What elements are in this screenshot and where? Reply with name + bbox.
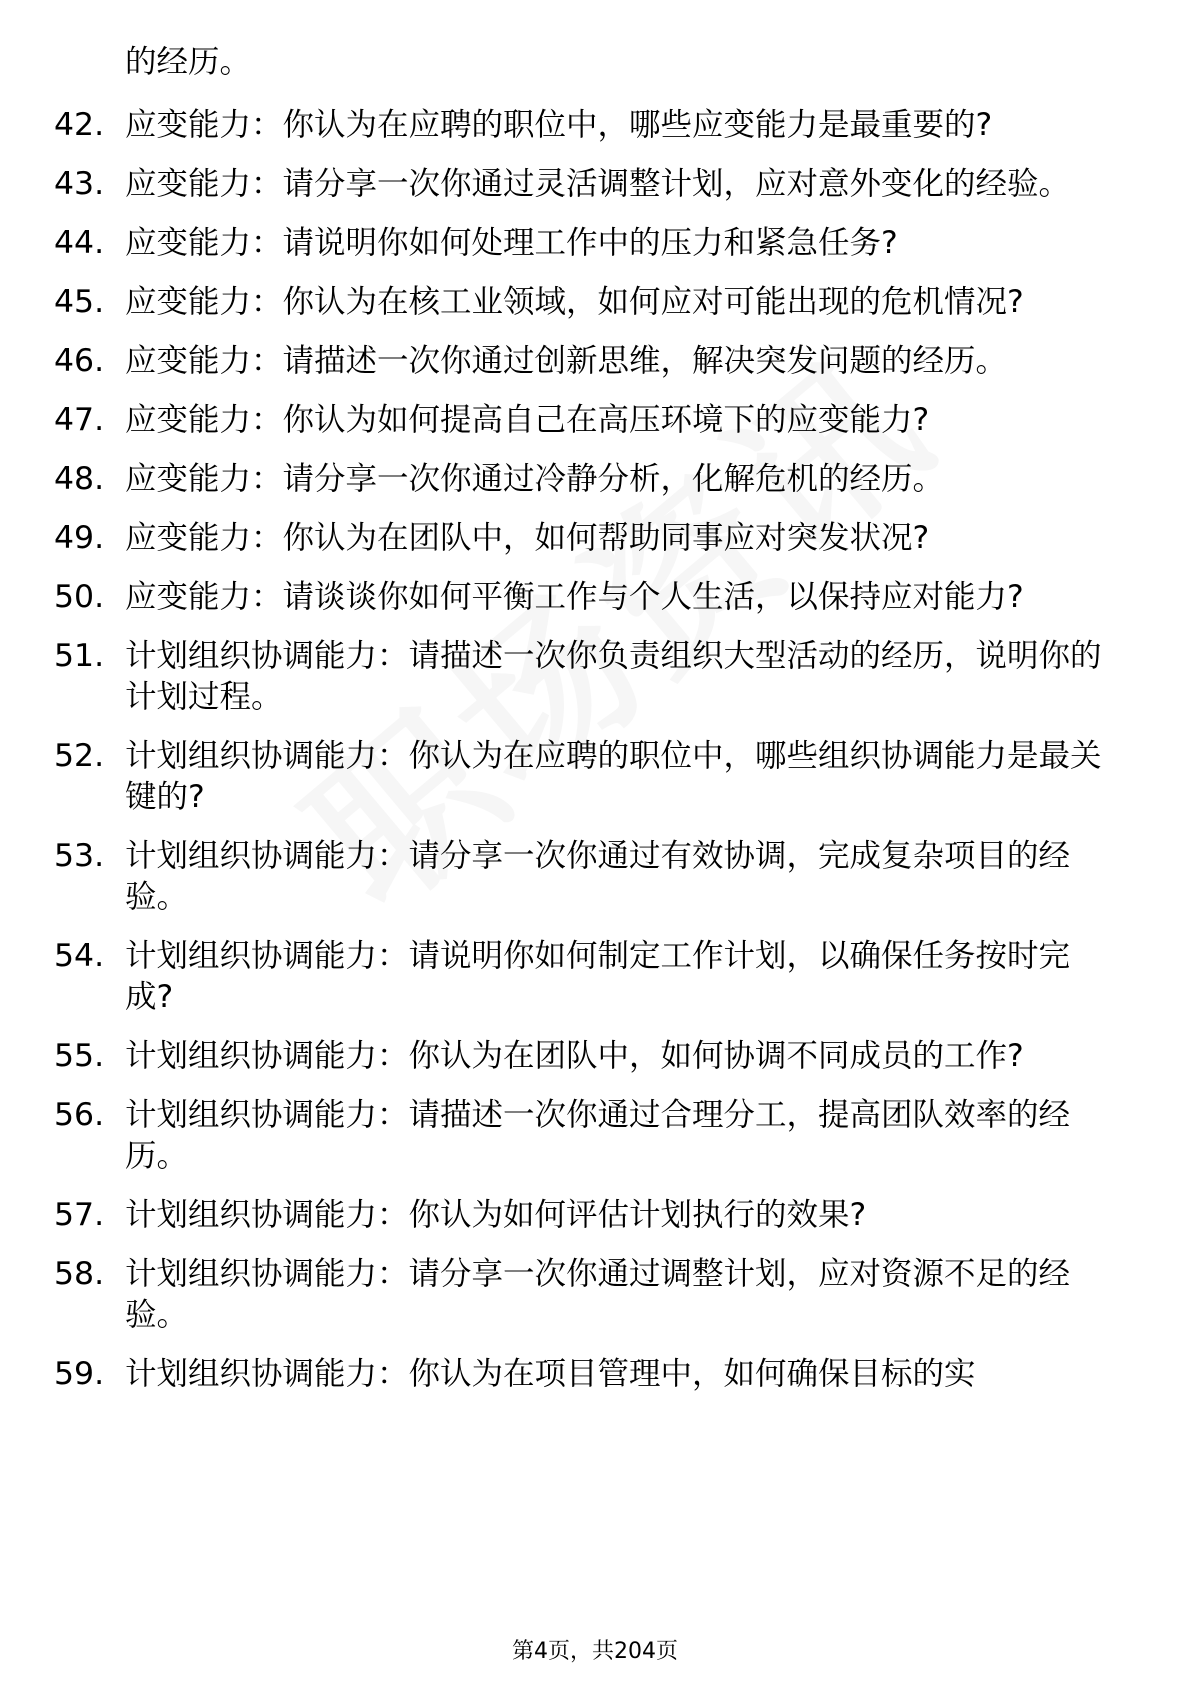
question-number: 54.: [54, 938, 105, 974]
question-text: 应变能力：请谈谈你如何平衡工作与个人生活，以保持应对能力?: [125, 579, 1024, 615]
question-item: [54, 1195, 1114, 1236]
question-number: 49.: [54, 520, 105, 556]
question-number: 42.: [54, 107, 105, 143]
question-text: 计划组织协调能力：你认为在项目管理中，如何确保目标的实: [125, 1356, 976, 1392]
question-item: [54, 105, 1114, 146]
question-item: [54, 282, 1114, 323]
question-item: [54, 577, 1114, 618]
question-text: 计划组织协调能力：你认为在应聘的职位中，哪些组织协调能力是最关键的?: [125, 738, 1102, 815]
question-item: [54, 636, 1114, 718]
question-text: 应变能力：请说明你如何处理工作中的压力和紧急任务?: [125, 225, 898, 261]
question-text: 应变能力：请分享一次你通过灵活调整计划，应对意外变化的经验。: [125, 166, 1071, 202]
continuation-text: 的经历。: [125, 44, 252, 80]
question-number: 48.: [54, 461, 105, 497]
question-number: 45.: [54, 284, 105, 320]
question-item: [54, 1254, 1114, 1336]
question-text: 计划组织协调能力：你认为如何评估计划执行的效果?: [125, 1197, 867, 1233]
question-item: [54, 518, 1114, 559]
question-item: [54, 341, 1114, 382]
question-number: 51.: [54, 638, 105, 674]
question-number: 43.: [54, 166, 105, 202]
question-number: 55.: [54, 1038, 105, 1074]
question-number: 50.: [54, 579, 105, 615]
question-number: 58.: [54, 1256, 105, 1292]
question-item: [54, 1354, 1114, 1395]
question-item: [54, 400, 1114, 441]
question-number: 59.: [54, 1356, 105, 1392]
question-text: 计划组织协调能力：你认为在团队中，如何协调不同成员的工作?: [125, 1038, 1024, 1074]
question-text: 应变能力：请分享一次你通过冷静分析，化解危机的经历。: [125, 461, 945, 497]
question-item: [54, 936, 1114, 1018]
question-text: 应变能力：请描述一次你通过创新思维，解决突发问题的经历。: [125, 343, 1008, 379]
question-number: 57.: [54, 1197, 105, 1233]
question-text: 计划组织协调能力：请描述一次你通过合理分工，提高团队效率的经历。: [125, 1097, 1071, 1174]
question-item: [54, 836, 1114, 918]
question-text: 应变能力：你认为在团队中，如何帮助同事应对突发状况?: [125, 520, 930, 556]
question-number: 46.: [54, 343, 105, 379]
question-number: 53.: [54, 838, 105, 874]
question-item: [54, 459, 1114, 500]
question-list: [54, 105, 1114, 1413]
question-text: 应变能力：你认为在核工业领域，如何应对可能出现的危机情况?: [125, 284, 1024, 320]
question-text: 应变能力：你认为在应聘的职位中，哪些应变能力是最重要的?: [125, 107, 993, 143]
question-item: [54, 223, 1114, 264]
question-text: 应变能力：你认为如何提高自己在高压环境下的应变能力?: [125, 402, 930, 438]
page-footer: 第4页，共204页: [512, 1639, 678, 1664]
question-item: [54, 164, 1114, 205]
question-text: 计划组织协调能力：请分享一次你通过有效协调，完成复杂项目的经验。: [125, 838, 1071, 915]
question-text: 计划组织协调能力：请分享一次你通过调整计划，应对资源不足的经验。: [125, 1256, 1071, 1333]
question-item: [54, 1036, 1114, 1077]
question-number: 44.: [54, 225, 105, 261]
question-number: 56.: [54, 1097, 105, 1133]
question-text: 计划组织协调能力：请描述一次你负责组织大型活动的经历，说明你的计划过程。: [125, 638, 1102, 715]
question-number: 52.: [54, 738, 105, 774]
question-item: [54, 1095, 1114, 1177]
question-text: 计划组织协调能力：请说明你如何制定工作计划，以确保任务按时完成?: [125, 938, 1071, 1015]
question-number: 47.: [54, 402, 105, 438]
question-item: [54, 736, 1114, 818]
